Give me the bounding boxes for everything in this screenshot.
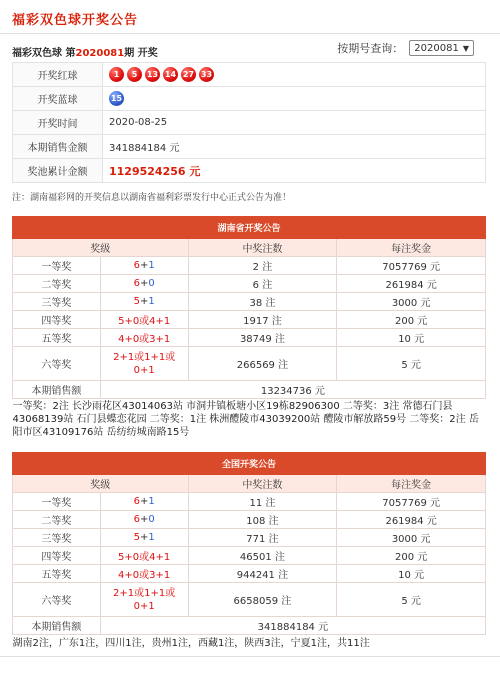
prize-amount: 261984 元 — [337, 275, 486, 293]
prize-level: 一等奖 — [13, 257, 101, 275]
prize-level: 二等奖 — [13, 275, 101, 293]
red-count: 6 — [133, 260, 140, 271]
prize-level: 四等奖 — [13, 547, 101, 565]
blue-ball-label: 开奖蓝球 — [13, 87, 103, 111]
col-count: 中奖注数 — [188, 239, 337, 257]
plus-sign: + — [139, 260, 149, 271]
red-count: 6 — [133, 514, 140, 525]
blue-count: 1 — [148, 296, 155, 307]
sales-row — [13, 381, 486, 399]
red-count: 6 — [133, 278, 140, 289]
draw-time-label: 开奖时间 — [13, 111, 103, 135]
prize-amount: 7057769 元 — [337, 493, 486, 511]
blue-count: 0 — [148, 278, 155, 289]
national-prize-table — [12, 452, 486, 653]
winner-detail-row — [13, 635, 486, 653]
table-row — [13, 583, 486, 617]
condition-line: 0+1 — [133, 600, 155, 612]
draw-issue-line — [12, 44, 158, 59]
red-count: 5 — [133, 532, 140, 543]
blue-count: 1 — [148, 260, 155, 271]
condition-line: 2+1或1+1或 — [113, 587, 176, 599]
issue-suffix: 期 开奖 — [124, 48, 158, 59]
blue-count: 0 — [148, 514, 155, 525]
plus-sign: + — [139, 514, 149, 525]
winner-count: 771 注 — [188, 529, 337, 547]
prize-level: 五等奖 — [13, 329, 101, 347]
winner-count: 11 注 — [188, 493, 337, 511]
prize-amount: 10 元 — [337, 565, 486, 583]
page-title: 福彩双色球开奖公告 — [12, 13, 139, 28]
draw-info-table — [12, 62, 486, 183]
issue-prefix: 第 — [65, 48, 76, 59]
sales-label: 本期销售额 — [13, 617, 101, 635]
issue-number: 2020081 — [75, 48, 125, 59]
table-row — [13, 347, 486, 381]
prize-condition — [100, 511, 188, 529]
prize-level: 二等奖 — [13, 511, 101, 529]
winner-detail: 一等奖：2注 长沙雨花区43014063站 市洞井镇板塘小区19栋82906300 二等奖：3注 常德石门县43068139站 石门县蝶恋花园 二等奖：1注 株洲醴陵市43039200站 醴陵市解放路59号 二等奖：2注 岳阳市区43109176站 岳纺纺城南路15号 — [12, 401, 479, 438]
red-count: 6 — [133, 496, 140, 507]
winner-count: 266569 注 — [188, 347, 337, 381]
winner-detail-row — [13, 399, 486, 441]
prize-condition: 4+0或3+1 — [100, 565, 188, 583]
col-level: 奖级 — [13, 239, 189, 257]
prize-condition: 5+0或4+1 — [100, 547, 188, 565]
red-ball: 13 — [145, 67, 160, 82]
prize-condition: 4+0或3+1 — [100, 329, 188, 347]
sales-label: 本期销售金额 — [13, 135, 103, 159]
issue-select-value: 2020081 — [414, 42, 459, 54]
prize-condition: 5+0或4+1 — [100, 311, 188, 329]
game-name: 福彩双色球 — [12, 48, 62, 59]
blue-count: 1 — [148, 532, 155, 543]
prize-level: 六等奖 — [13, 583, 101, 617]
sales-amount: 341884184 元 — [100, 617, 485, 635]
plus-sign: + — [139, 496, 149, 507]
red-ball: 27 — [181, 67, 196, 82]
prize-amount: 7057769 元 — [337, 257, 486, 275]
red-balls — [103, 63, 486, 87]
page-header — [0, 0, 500, 34]
draw-time: 2020-08-25 — [103, 111, 486, 135]
winner-count: 944241 注 — [188, 565, 337, 583]
red-ball: 1 — [109, 67, 124, 82]
red-ball: 14 — [163, 67, 178, 82]
plus-sign: + — [139, 278, 149, 289]
prize-condition — [100, 275, 188, 293]
table-row — [13, 257, 486, 275]
winner-count: 6 注 — [188, 275, 337, 293]
prize-amount: 10 元 — [337, 329, 486, 347]
winner-count: 38 注 — [188, 293, 337, 311]
col-amount: 每注奖金 — [337, 239, 486, 257]
hunan-prize-table — [12, 216, 486, 440]
red-ball: 33 — [199, 67, 214, 82]
chevron-down-icon: ▼ — [462, 43, 469, 53]
winner-count: 6658059 注 — [188, 583, 337, 617]
table-row — [13, 547, 486, 565]
table-row — [13, 529, 486, 547]
prize-level: 六等奖 — [13, 347, 101, 381]
table-row — [13, 293, 486, 311]
winner-count: 38749 注 — [188, 329, 337, 347]
prize-amount: 200 元 — [337, 547, 486, 565]
winner-count: 46501 注 — [188, 547, 337, 565]
table-row — [13, 493, 486, 511]
sales-amount: 13234736 元 — [100, 381, 485, 399]
red-count: 5 — [133, 296, 140, 307]
col-level: 奖级 — [13, 475, 189, 493]
national-table-title: 全国开奖公告 — [13, 453, 486, 475]
prize-amount: 3000 元 — [337, 293, 486, 311]
prize-level: 三等奖 — [13, 529, 101, 547]
prize-level: 五等奖 — [13, 565, 101, 583]
winner-count: 1917 注 — [188, 311, 337, 329]
winner-count: 2 注 — [188, 257, 337, 275]
prize-condition — [100, 257, 188, 275]
winner-detail: 湖南2注，广东1注，四川1注，贵州1注，西藏1注，陕西3注，宁夏1注，共11注 — [12, 638, 370, 650]
prize-amount: 261984 元 — [337, 511, 486, 529]
prize-amount: 5 元 — [337, 347, 486, 381]
table-row — [13, 511, 486, 529]
red-balls-label: 开奖红球 — [13, 63, 103, 87]
jackpot-amount: 1129524256 元 — [103, 159, 486, 183]
prize-condition — [100, 529, 188, 547]
sales-row — [13, 617, 486, 635]
prize-condition — [100, 493, 188, 511]
table-row — [13, 329, 486, 347]
prize-condition — [100, 583, 188, 617]
blue-balls — [103, 87, 486, 111]
issue-select[interactable] — [409, 40, 474, 56]
prize-level: 一等奖 — [13, 493, 101, 511]
plus-sign: + — [139, 532, 149, 543]
footer-divider — [0, 656, 500, 657]
prize-condition — [100, 347, 188, 381]
table-row — [13, 275, 486, 293]
table-row — [13, 565, 486, 583]
sales-label: 本期销售额 — [13, 381, 101, 399]
query-label: 按期号查询： — [337, 42, 404, 55]
winner-count: 108 注 — [188, 511, 337, 529]
condition-line: 2+1或1+1或 — [113, 351, 176, 363]
red-ball: 5 — [127, 67, 142, 82]
table-row — [13, 311, 486, 329]
prize-amount: 3000 元 — [337, 529, 486, 547]
disclaimer-note: 注：湖南福彩网的开奖信息以湖南省福利彩票发行中心正式公告为准！ — [12, 193, 292, 203]
prize-condition — [100, 293, 188, 311]
plus-sign: + — [139, 296, 149, 307]
hunan-table-title: 湖南省开奖公告 — [13, 217, 486, 239]
prize-amount: 200 元 — [337, 311, 486, 329]
sales-amount: 341884184 元 — [103, 135, 486, 159]
condition-line: 0+1 — [133, 364, 155, 376]
prize-level: 三等奖 — [13, 293, 101, 311]
col-count: 中奖注数 — [188, 475, 337, 493]
jackpot-label: 奖池累计金额 — [13, 159, 103, 183]
col-amount: 每注奖金 — [337, 475, 486, 493]
prize-amount: 5 元 — [337, 583, 486, 617]
blue-ball: 15 — [109, 91, 124, 106]
issue-query — [337, 40, 474, 56]
blue-count: 1 — [148, 496, 155, 507]
prize-level: 四等奖 — [13, 311, 101, 329]
